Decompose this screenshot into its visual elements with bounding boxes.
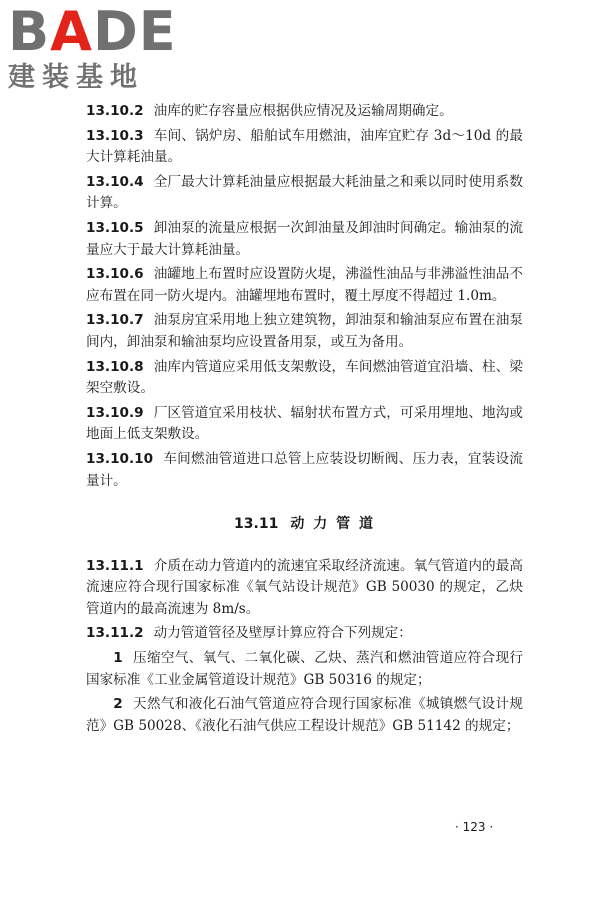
clause-text: 油库内管道应采用低支架敷设，车间燃油管道宜沿墙、柱、梁架空敷设。 [86,358,523,397]
clause-13-10-9 [86,403,523,446]
brand-logo [8,0,178,94]
clause-number: 13.11.2 [86,625,144,642]
section-number: 13.11 [234,516,279,533]
clause-text: 全厂最大计算耗油量应根据最大耗油量之和乘以同时使用系数计算。 [86,173,523,212]
clause-text: 动力管道管径及壁厚计算应符合下列规定： [153,625,412,642]
clause-number: 13.10.7 [86,312,144,329]
item-number: 2 [113,696,123,713]
clause-13-10-4 [86,172,523,215]
clause-number: 13.11.1 [86,557,144,574]
clause-number: 13.10.8 [86,358,144,375]
clause-text: 油罐地上布置时应设置防火堤，沸溢性油品与非沸溢性油品不应布置在同一防火堤内。油罐埋地布置时，覆土厚度不得超过 1.0m。 [86,266,523,304]
clause-13-10-8 [86,357,523,400]
clause-13-10-10 [86,449,523,492]
clause-13-10-7 [86,310,523,353]
logo-accent-letter: A [50,0,93,63]
clause-text: 油泵房宜采用地上独立建筑物，卸油泵和输油泵应布置在油泵间内，卸油泵和输油泵均应设置备用泵，或互为备用。 [86,312,523,350]
clause-number: 13.10.5 [86,219,144,236]
page-number: · 123 · [455,820,494,834]
clause-text: 车间燃油管道进口总管上应装设切断阀、压力表，宜装设流量计。 [86,450,523,489]
clause-text: 油库的贮存容量应根据供应情况及运输周期确定。 [153,103,453,119]
clause-number: 13.10.6 [86,266,144,283]
item-text: 天然气和液化石油气管道应符合现行国家标准《城镇燃气设计规范》GB 50028、《液化石油气供应工程设计规范》GB 51142 的规定； [86,696,523,734]
clause-13-10-5 [86,218,523,261]
clause-13-11-2 [86,623,523,645]
item-text: 压缩空气、氧气、二氧化碳、乙炔、蒸汽和燃油管道应符合现行国家标准《工业金属管道设计规范》GB 50316 的规定； [86,650,523,688]
clause-number: 13.10.3 [86,127,144,144]
clause-text: 车间、锅炉房、船舶试车用燃油，油库宜贮存 3d～10d 的最大计算耗油量。 [86,127,523,166]
clause-number: 13.10.4 [86,173,144,190]
clause-13-11-1 [86,556,523,621]
clause-number: 13.10.9 [86,404,144,421]
list-item [86,694,523,737]
section-title: 动 力 管 道 [290,516,375,533]
clause-text: 介质在动力管道内的流速宜采取经济流速。氧气管道内的最高流速应符合现行国家标准《氧气站设计规范》GB 50030 的规定，乙炔管道内的最高流速为 8m/s。 [86,557,523,617]
logo-subtitle: 建装基地 [8,62,144,93]
clause-13-10-6 [86,264,523,307]
clause-number: 13.10.2 [86,103,144,119]
clause-number: 13.10.10 [86,450,154,467]
logo-wordmark: BADE [8,0,177,63]
clause-text: 厂区管道宜采用枝状、辐射状布置方式，可采用埋地、地沟或地面上低支架敷设。 [86,404,523,443]
clause-text: 卸油泵的流量应根据一次卸油量及卸油时间确定。输油泵的流量应大于最大计算耗油量。 [86,219,523,258]
clause-13-10-3 [86,126,523,169]
clause-13-10-2 [86,101,523,123]
list-item [86,648,523,691]
section-heading [86,514,523,536]
document-body [86,101,523,740]
item-number: 1 [113,650,123,667]
